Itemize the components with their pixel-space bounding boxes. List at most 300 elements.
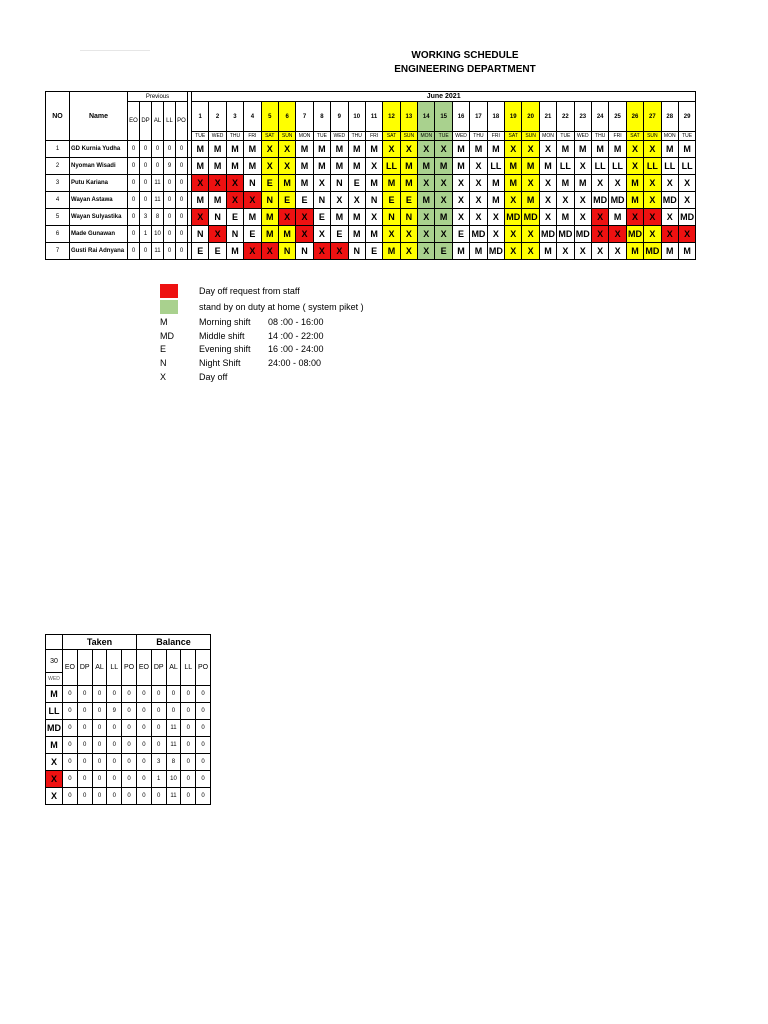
shift-cell: N — [226, 226, 243, 243]
balance-col-header: LL — [181, 650, 196, 686]
previous-value: 0 — [164, 209, 176, 226]
weekday-label: SAT — [505, 132, 522, 141]
previous-col-header: EO — [128, 102, 140, 141]
shift-cell: X — [574, 158, 591, 175]
legend-description: Middle shift — [199, 331, 245, 341]
shift-cell: M — [331, 141, 348, 158]
shift-cell: X — [574, 209, 591, 226]
shift-cell: X — [278, 158, 295, 175]
previous-value: 0 — [128, 209, 140, 226]
previous-value: 0 — [176, 192, 188, 209]
day-number: 22 — [557, 102, 574, 132]
balance-col-header: DP — [77, 650, 92, 686]
shift-cell: M — [278, 226, 295, 243]
day-number: 23 — [574, 102, 591, 132]
day-number: 2 — [209, 102, 226, 132]
shift-cell: E — [296, 192, 313, 209]
shift-cell: M — [244, 209, 261, 226]
balance-value: 0 — [77, 720, 92, 737]
previous-value: 0 — [140, 158, 152, 175]
shift-code: X — [46, 754, 63, 771]
shift-cell: M — [678, 243, 695, 260]
day-number: 1 — [192, 102, 209, 132]
shift-cell: M — [261, 226, 278, 243]
balance-value: 0 — [92, 686, 107, 703]
legend-time: 08 :00 - 16:00 — [268, 317, 324, 327]
balance-value: 0 — [181, 737, 196, 754]
day-number: 11 — [365, 102, 382, 132]
previous-value: 0 — [128, 192, 140, 209]
shift-cell: X — [261, 141, 278, 158]
balance-value: 0 — [63, 771, 78, 788]
balance-col-header: PO — [196, 650, 211, 686]
shift-cell: M — [452, 158, 469, 175]
shift-cell: M — [557, 141, 574, 158]
shift-cell: X — [418, 175, 435, 192]
staff-row — [46, 175, 696, 192]
shift-cell: M — [487, 192, 504, 209]
shift-cell: E — [365, 243, 382, 260]
shift-cell: MD — [487, 243, 504, 260]
shift-code: X — [46, 788, 63, 805]
day-number: 4 — [244, 102, 261, 132]
balance-value: 0 — [107, 788, 122, 805]
shift-cell: E — [209, 243, 226, 260]
shift-cell: M — [296, 141, 313, 158]
row-number: 7 — [46, 243, 70, 260]
shift-cell: M — [539, 243, 556, 260]
shift-cell: M — [244, 141, 261, 158]
balance-value: 11 — [166, 737, 181, 754]
shift-cell: MD — [661, 192, 678, 209]
shift-cell: MD — [609, 192, 626, 209]
shift-cell: X — [348, 192, 365, 209]
legend-time: 14 :00 - 22:00 — [268, 331, 324, 341]
shift-cell: X — [678, 226, 695, 243]
balance-value: 0 — [77, 703, 92, 720]
staff-row — [46, 209, 696, 226]
balance-value: 0 — [77, 771, 92, 788]
previous-value: 0 — [140, 243, 152, 260]
shift-cell: X — [487, 209, 504, 226]
balance-value: 3 — [151, 754, 166, 771]
day-number: 9 — [331, 102, 348, 132]
staff-name: Putu Kariana — [70, 175, 128, 192]
shift-cell: LL — [661, 158, 678, 175]
shift-cell: N — [192, 226, 209, 243]
legend-code: M — [160, 317, 168, 327]
balance-value: 0 — [181, 771, 196, 788]
previous-value: 0 — [152, 158, 164, 175]
shift-cell: M — [365, 226, 382, 243]
shift-cell: X — [661, 209, 678, 226]
weekday-label: MON — [418, 132, 435, 141]
shift-cell: X — [418, 226, 435, 243]
legend-row — [160, 300, 420, 316]
balance-header-row — [46, 635, 211, 650]
header-row-1 — [46, 92, 696, 102]
weekday-label: FRI — [365, 132, 382, 141]
weekday-label: WED — [331, 132, 348, 141]
previous-col-header: LL — [164, 102, 176, 141]
shift-cell: X — [644, 209, 661, 226]
legend-code: X — [160, 372, 167, 382]
previous-value: 0 — [164, 175, 176, 192]
shift-cell: N — [209, 209, 226, 226]
shift-cell: M — [557, 175, 574, 192]
previous-value: 9 — [164, 158, 176, 175]
shift-cell: X — [226, 175, 243, 192]
shift-cell: M — [574, 175, 591, 192]
shift-cell: M — [678, 141, 695, 158]
weekday-label: THU — [226, 132, 243, 141]
shift-cell: X — [522, 226, 539, 243]
day-number: 29 — [678, 102, 695, 132]
shift-cell: X — [505, 192, 522, 209]
shift-cell: X — [626, 141, 643, 158]
shift-cell: X — [522, 175, 539, 192]
legend-description: Night Shift — [199, 358, 241, 368]
weekday-label: WED — [574, 132, 591, 141]
weekday-label: SAT — [383, 132, 400, 141]
working-schedule-table — [45, 91, 696, 260]
legend-description: Morning shift — [199, 317, 251, 327]
shift-cell: M — [435, 209, 452, 226]
balance-value: 0 — [63, 720, 78, 737]
weekday-label: MON — [539, 132, 556, 141]
shift-cell: M — [435, 158, 452, 175]
shift-cell: X — [435, 226, 452, 243]
shift-cell: M — [609, 141, 626, 158]
previous-value: 0 — [128, 175, 140, 192]
shift-cell: X — [644, 192, 661, 209]
shift-code: X — [46, 771, 63, 788]
row-number: 2 — [46, 158, 70, 175]
month-header: June 2021 — [192, 92, 696, 102]
previous-value: 8 — [152, 209, 164, 226]
shift-cell: E — [244, 226, 261, 243]
balance-value: 0 — [166, 703, 181, 720]
previous-value: 10 — [152, 226, 164, 243]
shift-cell: MD — [557, 226, 574, 243]
previous-value: 0 — [140, 141, 152, 158]
shift-cell: M — [331, 209, 348, 226]
balance-value: 0 — [181, 703, 196, 720]
shift-cell: M — [383, 175, 400, 192]
weekday-label: FRI — [244, 132, 261, 141]
shift-cell: X — [644, 226, 661, 243]
balance-row — [46, 771, 211, 788]
shift-cell: X — [226, 192, 243, 209]
balance-value: 0 — [122, 703, 137, 720]
legend-description: Evening shift — [199, 344, 251, 354]
shift-cell: M — [331, 158, 348, 175]
balance-value: 0 — [151, 788, 166, 805]
taken-header: Taken — [63, 635, 137, 650]
shift-cell: X — [470, 175, 487, 192]
shift-cell: X — [626, 209, 643, 226]
previous-value: 3 — [140, 209, 152, 226]
shift-cell: E — [278, 192, 295, 209]
shift-cell: X — [435, 175, 452, 192]
shift-cell: M — [348, 209, 365, 226]
day-number: 19 — [505, 102, 522, 132]
balance-value: 0 — [63, 737, 78, 754]
day-number: 13 — [400, 102, 417, 132]
legend-time: 24:00 - 08:00 — [268, 358, 322, 368]
previous-header: Previous — [128, 92, 188, 102]
balance-value: 0 — [122, 720, 137, 737]
weekday-label: SUN — [400, 132, 417, 141]
previous-value: 0 — [128, 158, 140, 175]
balance-row — [46, 737, 211, 754]
shift-cell: X — [418, 243, 435, 260]
legend-row — [160, 370, 420, 386]
day-number: 21 — [539, 102, 556, 132]
shift-cell: M — [261, 209, 278, 226]
weekday-label: MON — [296, 132, 313, 141]
shift-cell: M — [209, 192, 226, 209]
shift-cell: M — [487, 175, 504, 192]
shift-cell: X — [522, 141, 539, 158]
shift-cell: M — [539, 158, 556, 175]
shift-cell: X — [539, 175, 556, 192]
shift-cell: X — [192, 209, 209, 226]
balance-value: 0 — [122, 788, 137, 805]
shift-cell: X — [365, 158, 382, 175]
weekday-label: SAT — [626, 132, 643, 141]
shift-cell: X — [591, 175, 608, 192]
weekday-label: SAT — [261, 132, 278, 141]
previous-value: 0 — [164, 141, 176, 158]
shift-cell: X — [609, 175, 626, 192]
shift-cell: M — [348, 141, 365, 158]
shift-cell: X — [522, 243, 539, 260]
balance-table — [45, 634, 211, 805]
previous-col-header: DP — [140, 102, 152, 141]
shift-cell: M — [505, 158, 522, 175]
shift-cell: X — [313, 226, 330, 243]
shift-cell: M — [296, 175, 313, 192]
shift-cell: N — [365, 192, 382, 209]
shift-cell: MD — [574, 226, 591, 243]
balance-value: 0 — [181, 788, 196, 805]
staff-row — [46, 243, 696, 260]
shift-cell: N — [400, 209, 417, 226]
weekday-label: FRI — [609, 132, 626, 141]
staff-row — [46, 226, 696, 243]
shift-cell: MD — [591, 192, 608, 209]
balance-value: 0 — [77, 737, 92, 754]
shift-cell: MD — [470, 226, 487, 243]
shift-cell: E — [348, 175, 365, 192]
shift-code: LL — [46, 703, 63, 720]
shift-cell: X — [505, 243, 522, 260]
staff-name: GD Kurnia Yudha — [70, 141, 128, 158]
legend-description: stand by on duty at home ( system piket ) — [199, 302, 364, 312]
balance-col-header: DP — [151, 650, 166, 686]
shift-cell: M — [348, 226, 365, 243]
shift-cell: X — [557, 243, 574, 260]
day-number: 27 — [644, 102, 661, 132]
shift-cell: M — [470, 141, 487, 158]
shift-cell: LL — [383, 158, 400, 175]
balance-value: 0 — [122, 771, 137, 788]
shift-cell: MD — [626, 226, 643, 243]
shift-cell: X — [609, 243, 626, 260]
staff-name: Gusti Rai Adnyana — [70, 243, 128, 260]
shift-cell: M — [365, 175, 382, 192]
shift-cell: X — [435, 141, 452, 158]
previous-value: 0 — [164, 192, 176, 209]
shift-cell: X — [452, 175, 469, 192]
previous-value: 0 — [164, 226, 176, 243]
shift-code: MD — [46, 720, 63, 737]
balance-value: 0 — [181, 720, 196, 737]
shift-cell: X — [574, 243, 591, 260]
weekday-label: SUN — [278, 132, 295, 141]
day-number: 16 — [452, 102, 469, 132]
balance-value: 0 — [92, 788, 107, 805]
balance-row — [46, 788, 211, 805]
shift-cell: X — [418, 209, 435, 226]
balance-value: 0 — [92, 720, 107, 737]
balance-value: 0 — [92, 703, 107, 720]
shift-cell: X — [278, 209, 295, 226]
shift-cell: M — [192, 192, 209, 209]
shift-cell: M — [278, 175, 295, 192]
shift-cell: M — [557, 209, 574, 226]
day-number: 17 — [470, 102, 487, 132]
shift-cell: X — [557, 192, 574, 209]
shift-cell: X — [505, 226, 522, 243]
shift-cell: E — [192, 243, 209, 260]
legend-row — [160, 284, 420, 300]
balance-value: 0 — [136, 754, 151, 771]
balance-value: 0 — [151, 720, 166, 737]
shift-cell: LL — [557, 158, 574, 175]
balance-col-header: LL — [107, 650, 122, 686]
shift-cell: X — [331, 243, 348, 260]
shift-cell: X — [539, 141, 556, 158]
balance-value: 0 — [196, 754, 211, 771]
shift-cell: M — [383, 243, 400, 260]
shift-cell: E — [226, 209, 243, 226]
balance-value: 0 — [107, 737, 122, 754]
shift-cell: X — [244, 243, 261, 260]
day-number: 7 — [296, 102, 313, 132]
balance-value: 0 — [92, 754, 107, 771]
shift-code: M — [46, 686, 63, 703]
shift-cell: M — [609, 209, 626, 226]
balance-value: 0 — [181, 754, 196, 771]
shift-cell: LL — [644, 158, 661, 175]
previous-value: 0 — [176, 209, 188, 226]
shift-cell: MD — [539, 226, 556, 243]
shift-cell: MD — [678, 209, 695, 226]
legend-description: Day off request from staff — [199, 286, 300, 296]
balance-value: 0 — [166, 686, 181, 703]
balance-value: 0 — [77, 754, 92, 771]
balance-value: 0 — [122, 737, 137, 754]
balance-value: 0 — [196, 720, 211, 737]
previous-col-header: PO — [176, 102, 188, 141]
balance-value: 0 — [151, 737, 166, 754]
weekday-label: SUN — [522, 132, 539, 141]
balance-value: 1 — [151, 771, 166, 788]
shift-cell: X — [313, 243, 330, 260]
shift-cell: N — [313, 192, 330, 209]
legend-code: E — [160, 344, 167, 354]
staff-name: Made Gunawan — [70, 226, 128, 243]
weekday-label: THU — [470, 132, 487, 141]
previous-value: 11 — [152, 175, 164, 192]
shift-cell: E — [452, 226, 469, 243]
balance-value: 0 — [136, 686, 151, 703]
day-number: 24 — [591, 102, 608, 132]
shift-cell: X — [644, 175, 661, 192]
shift-cell: M — [192, 158, 209, 175]
col-no-header: NO — [46, 92, 70, 141]
shift-cell: LL — [487, 158, 504, 175]
balance-value: 10 — [166, 771, 181, 788]
shift-cell: M — [348, 158, 365, 175]
shift-cell: N — [261, 192, 278, 209]
shift-cell: X — [278, 141, 295, 158]
shift-cell: M — [226, 243, 243, 260]
shift-cell: N — [331, 175, 348, 192]
shift-cell: M — [522, 158, 539, 175]
previous-value: 0 — [176, 175, 188, 192]
shift-code: M — [46, 737, 63, 754]
shift-cell: X — [470, 192, 487, 209]
weekday-label: THU — [591, 132, 608, 141]
shift-cell: LL — [678, 158, 695, 175]
day-number: 12 — [383, 102, 400, 132]
header-row-2 — [46, 102, 696, 132]
weekday-label: TUE — [192, 132, 209, 141]
shift-cell: X — [400, 141, 417, 158]
balance-value: 0 — [107, 754, 122, 771]
shift-cell: M — [452, 141, 469, 158]
shift-cell: M — [418, 192, 435, 209]
shift-cell: E — [261, 175, 278, 192]
shift-cell: X — [383, 141, 400, 158]
shift-cell: X — [591, 226, 608, 243]
balance-col-header: AL — [166, 650, 181, 686]
previous-value: 0 — [176, 226, 188, 243]
previous-value: 0 — [176, 158, 188, 175]
staff-name: Wayan Astawa — [70, 192, 128, 209]
row-number: 5 — [46, 209, 70, 226]
day-number: 8 — [313, 102, 330, 132]
shift-cell: X — [678, 175, 695, 192]
shift-cell: E — [383, 192, 400, 209]
weekday-label: TUE — [557, 132, 574, 141]
shift-cell: M — [661, 243, 678, 260]
shift-cell: M — [296, 158, 313, 175]
shift-cell: M — [470, 243, 487, 260]
balance-row — [46, 686, 211, 703]
shift-cell: X — [661, 175, 678, 192]
balance-value: 0 — [122, 686, 137, 703]
day-number: 14 — [418, 102, 435, 132]
day-number: 30 — [46, 650, 63, 673]
weekday-label: WED — [209, 132, 226, 141]
balance-value: 0 — [107, 771, 122, 788]
staff-name: Wayan Sulyastika — [70, 209, 128, 226]
shift-cell: M — [626, 192, 643, 209]
